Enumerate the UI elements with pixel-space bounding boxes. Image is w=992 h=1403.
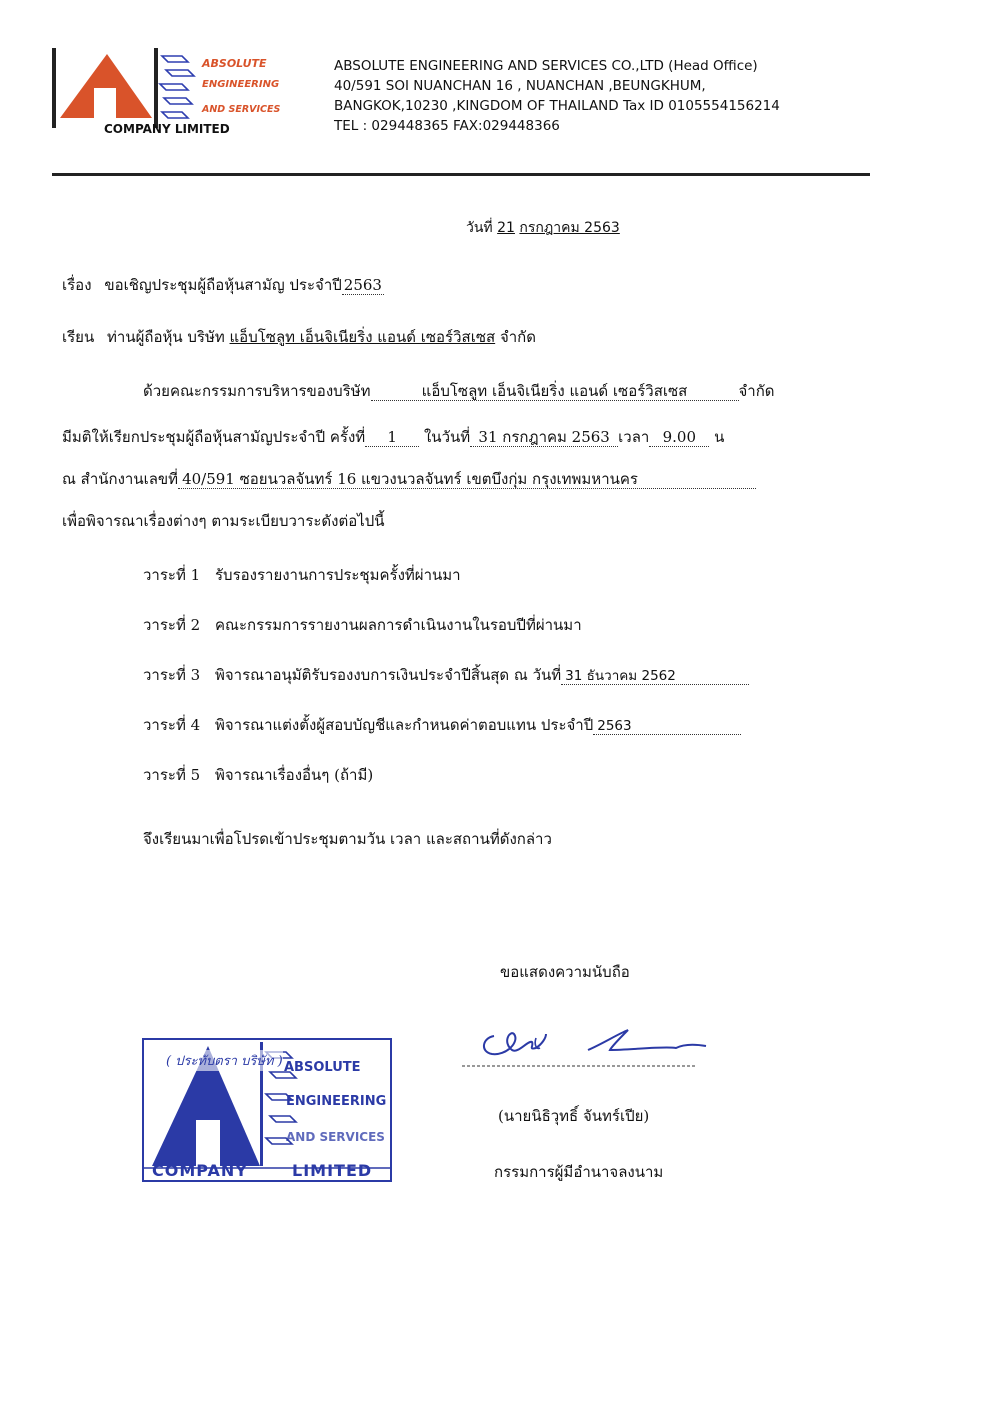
agenda-text: คณะกรรมการรายงานผลการดำเนินงานในรอบปีที่ผ่านมา: [215, 616, 582, 634]
logo-line-3: AND SERVICES: [202, 104, 281, 115]
signer-name: (นายนิธิวุทธิ์ จันทร์เปีย): [498, 1107, 650, 1125]
agenda-text: พิจารณาอนุมัติรับรองงบการเงินประจำปีสิ้นสุด ณ วันที่: [215, 666, 562, 684]
subject-text: ขอเชิญประชุมผู้ถือหุ้นสามัญ ประจำปี: [104, 276, 342, 294]
subject-year: 2563: [343, 276, 382, 294]
stamp-caption: ( ประทับตรา บริษัท ): [166, 1050, 283, 1071]
meeting-number: 1: [365, 428, 419, 447]
recipient-company: แอ็บโซลูท เอ็นจิเนียริ่ง แอนด์ เซอร์วิสเซส: [229, 328, 496, 346]
company-stamp: [142, 1038, 392, 1182]
body-line-3: [62, 470, 756, 489]
meeting-date-label: ในวันที่: [423, 428, 471, 446]
agenda-text: พิจารณาแต่งตั้งผู้สอบบัญชีและกำหนดค่าตอบแทน ประจำปี: [215, 716, 594, 734]
body-p3-prefix: ณ สำนักงานเลขที่: [62, 470, 179, 488]
company-logo: [52, 48, 302, 138]
agenda-label: วาระที่ 1: [143, 566, 201, 584]
agenda-label: วาระที่ 3: [143, 666, 201, 684]
body-p1-prefix: ด้วยคณะกรรมการบริหารของบริษัท: [143, 382, 371, 400]
company-name: ABSOLUTE ENGINEERING AND SERVICES CO.,LTD (Head Office): [334, 58, 758, 74]
signature: [462, 1020, 732, 1076]
recipient-text: ท่านผู้ถือหุ้น บริษัท: [107, 328, 225, 346]
agenda-text: รับรองรายงานการประชุมครั้งที่ผ่านมา: [215, 566, 461, 584]
agenda-extra: 2563: [593, 718, 741, 735]
stamp-line-2: ENGINEERING: [286, 1094, 387, 1109]
meeting-time-unit: น: [714, 428, 725, 446]
signer-title: กรรมการผู้มีอำนาจลงนาม: [494, 1163, 664, 1181]
signature-graphic: [462, 1020, 732, 1076]
agenda-extra: 31 ธันวาคม 2562: [561, 668, 749, 685]
stamp-line-4: COMPANY: [152, 1161, 248, 1180]
stamp-line-1: ABSOLUTE: [284, 1060, 361, 1075]
subject-line: [62, 276, 384, 295]
agenda-item: [143, 716, 741, 735]
body-p1-suffix: จำกัด: [738, 382, 775, 400]
agenda-item: [143, 566, 461, 584]
body-p1-company: แอ็บโซลูท เอ็นจิเนียริ่ง แอนด์ เซอร์วิสเซส: [371, 382, 739, 401]
header-divider: [52, 173, 870, 176]
meeting-time: 9.00: [649, 428, 709, 447]
subject-label: เรื่อง: [62, 276, 92, 294]
meeting-time-label: เวลา: [618, 428, 650, 446]
address-line-1: 40/591 SOI NUANCHAN 16 , NUANCHAN ,BEUNGKHUM,: [334, 78, 706, 94]
meeting-address: 40/591 ซอยนวลจันทร์ 16 แขวงนวลจันทร์ เขตบึงกุ่ม กรุงเทพมหานคร: [178, 470, 756, 489]
date-month-year: กรกฎาคม 2563: [519, 220, 620, 236]
agenda-label: วาระที่ 5: [143, 766, 201, 784]
agenda-item: [143, 766, 373, 784]
letter-date: [466, 220, 620, 237]
agenda-text: พิจารณาเรื่องอื่นๆ (ถ้ามี): [215, 766, 374, 784]
body-line-2: [62, 428, 724, 447]
stamp-line-3: AND SERVICES: [286, 1130, 385, 1144]
address-line-2: BANGKOK,10230 ,KINGDOM OF THAILAND Tax ID 0105554156214: [334, 98, 780, 114]
contact-line: TEL : 029448365 FAX:029448366: [334, 118, 560, 134]
logo-line-1: ABSOLUTE: [202, 57, 267, 70]
closing-line: จึงเรียนมาเพื่อโปรดเข้าประชุมตามวัน เวลา และสถานที่ดังกล่าว: [143, 830, 552, 848]
recipient-suffix: จำกัด: [499, 328, 536, 346]
agenda-label: วาระที่ 4: [143, 716, 201, 734]
logo-line-4: COMPANY LIMITED: [104, 122, 230, 136]
recipient-line: [62, 328, 536, 346]
body-line-4: เพื่อพิจารณาเรื่องต่างๆ ตามระเบียบวาระดังต่อไปนี้: [62, 512, 385, 530]
stamp-line-5: LIMITED: [292, 1161, 373, 1180]
date-label: วันที่: [466, 220, 493, 236]
agenda-label: วาระที่ 2: [143, 616, 201, 634]
body-p2-prefix: มีมติให้เรียกประชุมผู้ถือหุ้นสามัญประจำปี ครั้งที่: [62, 428, 366, 446]
agenda-item: [143, 666, 749, 685]
date-day: 21: [497, 220, 515, 236]
body-line-1: [143, 382, 775, 401]
company-header: [334, 56, 780, 136]
recipient-label: เรียน: [62, 328, 95, 346]
regards-line: ขอแสดงความนับถือ: [500, 963, 630, 981]
meeting-date: 31 กรกฎาคม 2563: [470, 428, 618, 447]
agenda-item: [143, 616, 582, 634]
logo-line-2: ENGINEERING: [202, 79, 280, 90]
